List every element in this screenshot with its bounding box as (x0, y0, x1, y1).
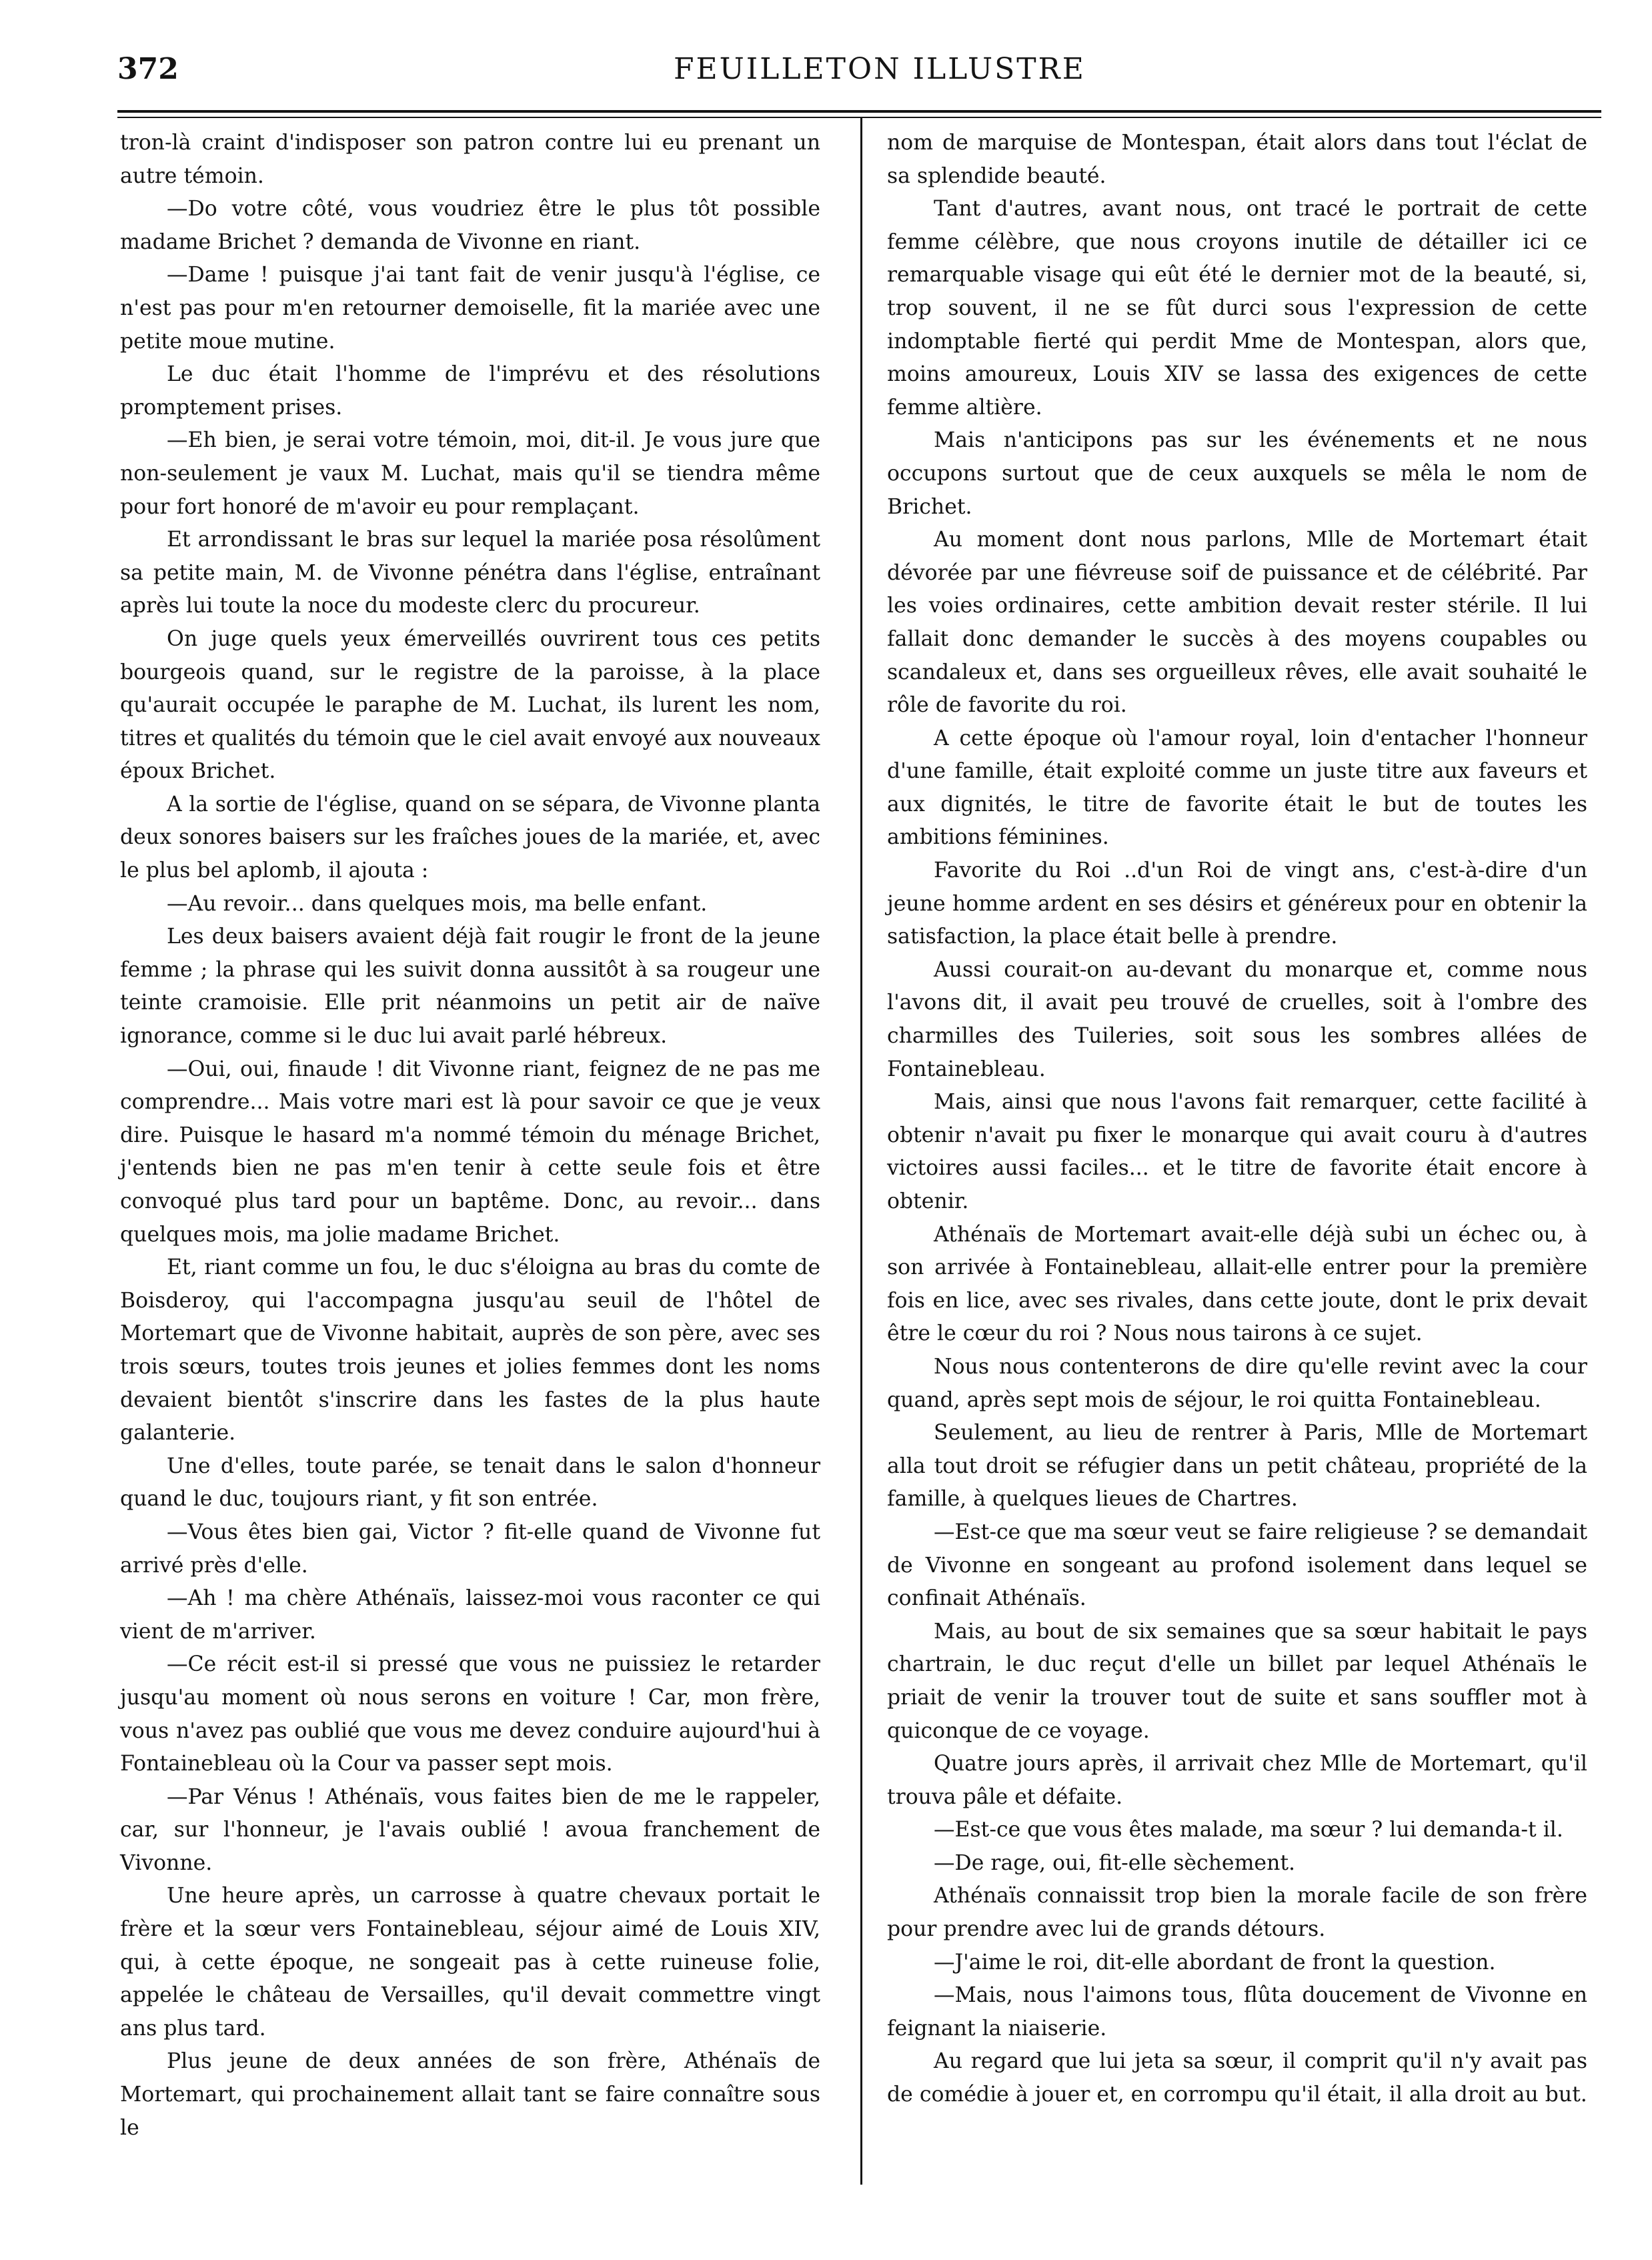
paragraph: nom de marquise de Montespan, était alors dans tout l'éclat de sa splendide beauté. (887, 131, 1587, 188)
paragraph: —De rage, oui, fit-elle sèchement. (934, 1850, 1296, 1875)
paragraph: Et arrondissant le bras sur lequel la mariée posa résolûment sa petite main, M. de Vivonne pénétra dans l'église, entraînant après lui toute la noce du modeste clerc du procureur. (120, 528, 820, 618)
paragraph: —Est-ce que vous êtes malade, ma sœur ? lui demanda-t il. (934, 1818, 1563, 1842)
paragraph: Mais, ainsi que nous l'avons fait remarquer, cette facilité à obtenir n'avait pu fixer le monarque qui avait couru à d'autres victoires aussi faciles... et le titre de favorite était encore à obtenir. (887, 1090, 1587, 1213)
paragraph: —Au revoir... dans quelques mois, ma belle enfant. (167, 891, 708, 916)
paragraph: Tant d'autres, avant nous, ont tracé le portrait de cette femme célèbre, que nous croyons inutile de détailler ici ce remarquable visage qui eût été le dernier mot de la beauté, si, trop souvent, il ne se fût durci sous l'expression de cette indomptable fierté qui perdit Mme de Montespan, alors que, moins amoureux, Louis XIV se lassa des exigences de cette femme altière. (887, 197, 1587, 420)
paragraph: —Eh bien, je serai votre témoin, moi, dit-il. Je vous jure que non-seulement je vaux M. Luchat, mais qu'il se tiendra même pour fort honoré de m'avoir eu pour remplaçant. (120, 428, 820, 519)
paragraph: —Par Vénus ! Athénaïs, vous faites bien de me le rappeler, car, sur l'honneur, je l'avais oublié ! avoua franchement de Vivonne. (120, 1784, 820, 1875)
page-number: 372 (117, 52, 179, 86)
paragraph: Mais n'anticipons pas sur les événements et ne nous occupons surtout que de ceux auxquels se mêla le nom de Brichet. (887, 428, 1587, 519)
paragraph: Au moment dont nous parlons, Mlle de Mortemart était dévorée par une fiévreuse soif de puissance et de célébrité. Par les voies ordinaires, cette ambition devait rester stérile. Il lui fallait donc demander le succès à des moyens coupables ou scandaleux et, dans ses orgueilleux rêves, elle avait souhaité le rôle de favorite du roi. (887, 528, 1587, 718)
left-column (120, 127, 820, 2145)
paragraph: Plus jeune de deux années de son frère, Athénaïs de Mortemart, qui prochainement allait tant se faire connaître sous le (120, 2049, 820, 2140)
paragraph: Une heure après, un carrosse à quatre chevaux portait le frère et la sœur vers Fontainebleau, séjour aimé de Louis XIV, qui, à cette époque, ne songeait pas à cette ruineuse folie, appelée le château de Versailles, qu'il devait commettre vingt ans plus tard. (120, 1884, 820, 2041)
header-rule (117, 110, 1601, 118)
paragraph: Athénaïs connaissit trop bien la morale facile de son frère pour prendre avec lui de grands détours. (887, 1884, 1587, 1942)
paragraph: Athénaïs de Mortemart avait-elle déjà subi un échec ou, à son arrivée à Fontainebleau, allait-elle entrer pour la première fois en lice, avec ses rivales, dans cette joute, dont le prix devait être le cœur du roi ? Nous nous tairons à ce sujet. (887, 1222, 1587, 1346)
paragraph: Le duc était l'homme de l'imprévu et des résolutions promptement prises. (120, 362, 820, 420)
right-column (887, 127, 1587, 2112)
paragraph: A cette époque où l'amour royal, loin d'entacher l'honneur d'une famille, était exploité comme un juste titre aux faveurs et aux dignités, le titre de favorite était le but de toutes les ambitions féminines. (887, 726, 1587, 850)
paragraph: tron-là craint d'indisposer son patron contre lui eu prenant un autre témoin. (120, 131, 820, 188)
paragraph: —Mais, nous l'aimons tous, flûta doucement de Vivonne en feignant la niaiserie. (887, 1983, 1587, 2041)
paragraph: Aussi courait-on au-devant du monarque et, comme nous l'avons dit, il avait peu trouvé de cruelles, soit à l'ombre des charmilles des Tuileries, soit sous les sombres allées de Fontainebleau. (887, 957, 1587, 1081)
paragraph: —Oui, oui, finaude ! dit Vivonne riant, feignez de ne pas me comprendre... Mais votre mari est là pour savoir ce que je veux dire. Puisque le hasard m'a nommé témoin du ménage Brichet, j'entends bien ne pas m'en tenir à cette seule fois et être convoqué plus tard pour un baptême. Donc, au revoir... dans quelques mois, ma jolie madame Brichet. (120, 1057, 820, 1247)
running-title: FEUILLETON ILLUSTRE (674, 52, 1086, 86)
paragraph: On juge quels yeux émerveillés ouvrirent tous ces petits bourgeois quand, sur le registre de la paroisse, à la place qu'aurait occupée le paraphe de M. Luchat, ils lurent les nom, titres et qualités du témoin que le ciel avait envoyé aux nouveaux époux Brichet. (120, 626, 820, 784)
paragraph: Quatre jours après, il arrivait chez Mlle de Mortemart, qu'il trouva pâle et défaite. (887, 1752, 1587, 1809)
paragraph: —Vous êtes bien gai, Victor ? fit-elle quand de Vivonne fut arrivé près d'elle. (120, 1520, 820, 1578)
paragraph: A la sortie de l'église, quand on se sépara, de Vivonne planta deux sonores baisers sur les fraîches joues de la mariée, et, avec le plus bel aplomb, il ajouta : (120, 792, 820, 883)
paragraph: Les deux baisers avaient déjà fait rougir le front de la jeune femme ; la phrase qui les suivit donna aussitôt à sa rougeur une teinte cramoisie. Elle prit néanmoins un petit air de naïve ignorance, comme si le duc lui avait parlé hébreux. (120, 925, 820, 1049)
paragraph: Favorite du Roi ..d'un Roi de vingt ans, c'est-à-dire d'un jeune homme ardent en ses désirs et généreux pour en obtenir la satisfaction, la place était belle à prendre. (887, 859, 1587, 949)
paragraph: —Ce récit est-il si pressé que vous ne puissiez le retarder jusqu'au moment où nous serons en voiture ! Car, mon frère, vous n'avez pas oublié que vous me devez conduire aujourd'hui à Fontainebleau où la Cour va passer sept mois. (120, 1652, 820, 1776)
paragraph: —Est-ce que ma sœur veut se faire religieuse ? se demandait de Vivonne en songeant au profond isolement dans lequel se confinait Athénaïs. (887, 1520, 1587, 1611)
paragraph: Mais, au bout de six semaines que sa sœur habitait le pays chartrain, le duc reçut d'elle un billet par lequel Athénaïs le priait de venir la trouver tout de suite et sans souffler mot à quiconque de ce voyage. (887, 1619, 1587, 1743)
column-divider (860, 117, 862, 2185)
paragraph: —Dame ! puisque j'ai tant fait de venir jusqu'à l'église, ce n'est pas pour m'en retourner demoiselle, fit la mariée avec une petite moue mutine. (120, 263, 820, 354)
paragraph: Une d'elles, toute parée, se tenait dans le salon d'honneur quand le duc, toujours riant, y fit son entrée. (120, 1454, 820, 1512)
paragraph: —J'aime le roi, dit-elle abordant de front la question. (934, 1950, 1496, 1974)
paragraph: —Ah ! ma chère Athénaïs, laissez-moi vous raconter ce qui vient de m'arriver. (120, 1586, 820, 1644)
paragraph: Au regard que lui jeta sa sœur, il comprit qu'il n'y avait pas de comédie à jouer et, en corrompu qu'il était, il alla droit au but. (887, 2049, 1587, 2107)
paragraph: Seulement, au lieu de rentrer à Paris, Mlle de Mortemart alla tout droit se réfugier dans un petit château, propriété de la famille, à quelques lieues de Chartres. (887, 1421, 1587, 1512)
paragraph: —Do votre côté, vous voudriez être le plus tôt possible madame Brichet ? demanda de Vivonne en riant. (120, 197, 820, 254)
paragraph: Et, riant comme un fou, le duc s'éloigna au bras du comte de Boisderoy, qui l'accompagna jusqu'au seuil de l'hôtel de Mortemart que de Vivonne habitait, auprès de son père, avec ses trois sœurs, toutes trois jeunes et jolies femmes dont les noms devaient bientôt s'inscrire dans les fastes de la plus haute galanterie. (120, 1255, 820, 1446)
paragraph: Nous nous contenterons de dire qu'elle revint avec la cour quand, après sept mois de séjour, le roi quitta Fontainebleau. (887, 1354, 1587, 1412)
